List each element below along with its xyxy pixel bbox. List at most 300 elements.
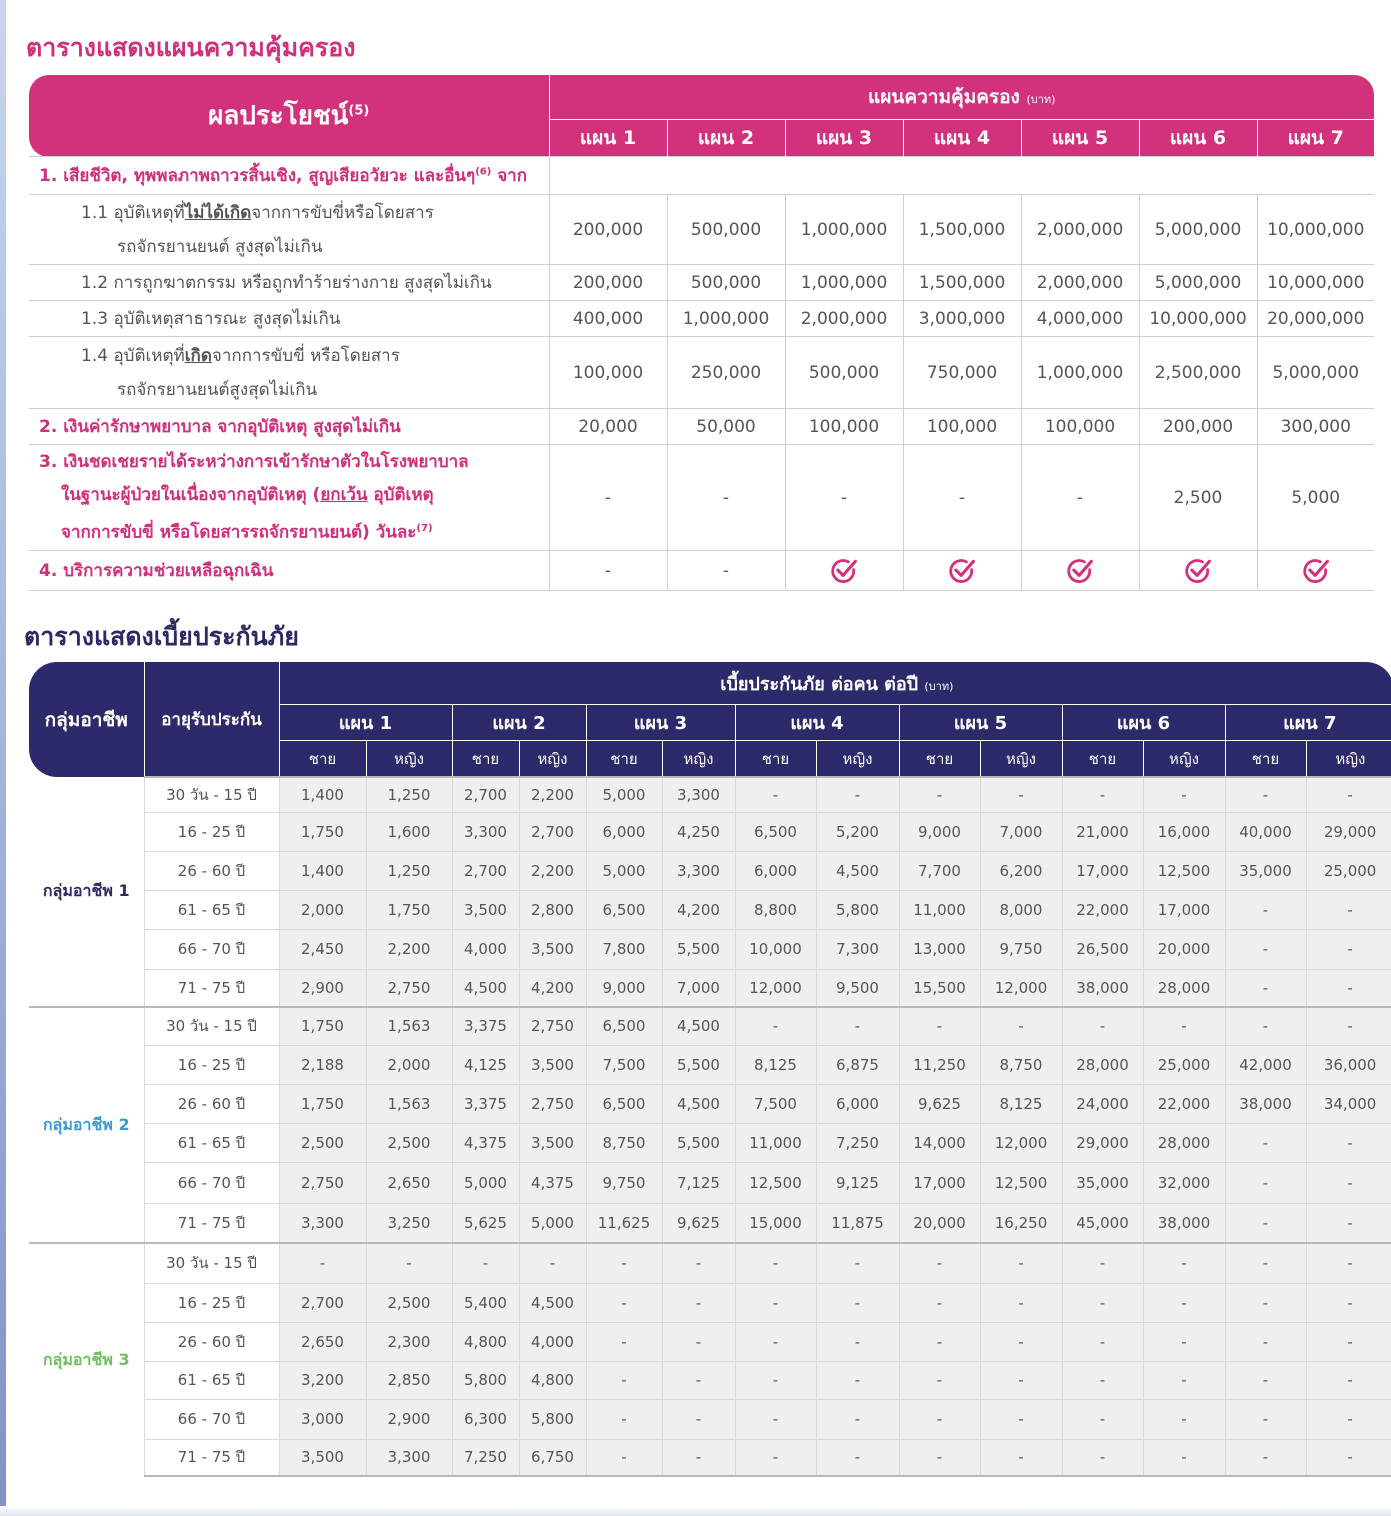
row-2-label: 2. เงินค่ารักษาพยาบาล จากอุบัติเหตุ สูงสุดไม่เกิน [29,409,549,445]
check-circle-icon [1184,557,1212,585]
premium-value-cell: - [980,1322,1062,1361]
premium-value-cell: - [1225,777,1306,812]
premium-value-cell: 11,000 [899,890,980,929]
premium-value-cell: - [1062,1322,1143,1361]
premium-value-cell: 2,750 [519,1007,586,1045]
premium-value-cell: - [980,1399,1062,1439]
coverage-value-cell: - [1021,445,1139,551]
premium-value-cell: 38,000 [1062,969,1143,1007]
premium-value-cell: 4,000 [519,1322,586,1361]
coverage-value-cell: - [785,445,903,551]
premium-value-cell: - [1062,1439,1143,1476]
coverage-value-cell: 20,000,000 [1257,301,1374,337]
premium-value-cell: 1,750 [279,1084,366,1123]
premium-value-cell: 29,000 [1306,812,1391,851]
premium-value-cell: 2,700 [452,851,519,890]
coverage-plan-header: แผน 5 [1021,120,1139,157]
premium-value-cell: 2,650 [279,1322,366,1361]
occupation-group-label [29,777,144,1007]
premium-value-cell: - [1143,1399,1225,1439]
coverage-value-cell: 2,000,000 [1021,195,1139,265]
premium-value-cell: 3,500 [452,890,519,929]
premium-value-cell: 4,200 [662,890,735,929]
premium-value-cell: - [1225,929,1306,969]
age-range-cell: 71 - 75 ปี [144,1203,279,1243]
coverage-value-cell: 5,000,000 [1139,265,1257,301]
premium-value-cell: 4,500 [519,1283,586,1322]
row-1-1-emph: ไม่ได้เกิด [184,202,252,223]
check-circle-icon [830,557,858,585]
table-row [29,929,1391,969]
row-3-line3-sup: (7) [416,522,433,534]
premium-value-cell: 2,650 [366,1162,452,1203]
premium-value-cell: - [735,777,816,812]
premium-value-cell: 6,500 [735,812,816,851]
benefit-header-sup: (5) [348,103,370,119]
premium-value-cell: 7,500 [735,1084,816,1123]
coverage-value-cell: 200,000 [549,195,667,265]
premium-value-cell: 42,000 [1225,1045,1306,1084]
premium-value-cell: 10,000 [735,929,816,969]
premium-value-cell: - [1225,1399,1306,1439]
coverage-value-cell: 2,000,000 [1021,265,1139,301]
premium-value-cell: - [980,1283,1062,1322]
premium-value-cell: 8,750 [980,1045,1062,1084]
premium-value-cell: 40,000 [1225,812,1306,851]
premium-value-cell: 6,500 [586,1084,662,1123]
male-header: ชาย [586,741,662,778]
premium-value-cell: 7,700 [899,851,980,890]
section1-text: 1. เสียชีวิต, ทุพพลภาพถาวรสิ้นเชิง, สูญเสียอวัยวะ และอื่นๆ [39,166,476,186]
premium-value-cell: - [899,1243,980,1283]
premium-value-cell: - [1143,1322,1225,1361]
coverage-value-cell: - [549,445,667,551]
premium-value-cell: - [1062,1007,1143,1045]
age-header: อายุรับประกัน [144,662,279,777]
premium-value-cell: 6,500 [586,1007,662,1045]
premium-value-cell: 8,800 [735,890,816,929]
premium-value-cell: - [899,1283,980,1322]
premium-value-cell: - [586,1283,662,1322]
premium-value-cell: - [662,1283,735,1322]
premium-value-cell: - [899,777,980,812]
premium-value-cell: - [1143,1283,1225,1322]
coverage-plan-header: แผน 4 [903,120,1021,157]
premium-value-cell: 35,000 [1062,1162,1143,1203]
row-3-line2-emph: ยกเว้น [320,484,368,505]
premium-value-cell: 2,500 [279,1123,366,1162]
premium-value-cell: 34,000 [1306,1084,1391,1123]
premium-value-cell: 8,750 [586,1123,662,1162]
premium-value-cell: 1,250 [366,851,452,890]
premium-value-cell: 5,000 [452,1162,519,1203]
coverage-value-cell: 1,000,000 [785,265,903,301]
plans-header-text: แผนความคุ้มครอง [868,86,1020,108]
coverage-value-cell: 5,000,000 [1257,337,1374,409]
premium-value-cell: 5,800 [452,1361,519,1399]
premium-value-cell: - [1306,1007,1391,1045]
coverage-value-cell [1139,551,1257,591]
premium-value-cell: 6,300 [452,1399,519,1439]
premium-value-cell: - [980,777,1062,812]
premium-value-cell: - [279,1243,366,1283]
row-3-line2-rest: อุบัติเหตุ [367,484,434,505]
section1-label [29,157,549,195]
table-row [29,1045,1391,1084]
age-range-cell: 61 - 65 ปี [144,1361,279,1399]
premium-value-cell: 7,800 [586,929,662,969]
premium-value-cell: - [735,1439,816,1476]
occupation-group-label [29,1007,144,1243]
premium-value-cell: 2,900 [366,1399,452,1439]
premium-value-cell: 3,500 [279,1439,366,1476]
premium-value-cell: 9,500 [816,969,899,1007]
premium-value-cell: 8,000 [980,890,1062,929]
premium-value-cell: - [899,1007,980,1045]
premium-value-cell: 28,000 [1062,1045,1143,1084]
premium-value-cell: - [1225,1361,1306,1399]
premium-value-cell: 3,300 [452,812,519,851]
premium-plan-header: แผน 3 [586,705,735,741]
premium-value-cell: 7,250 [816,1123,899,1162]
age-range-cell: 30 วัน - 15 ปี [144,1243,279,1283]
row-3-line1: 3. เงินชดเชยรายได้ระหว่างการเข้ารักษาตัวในโรงพยาบาล [39,451,469,472]
row-3-line3 [39,512,549,550]
row-3-line2 [39,479,549,512]
table-row [29,890,1391,929]
coverage-value-cell: 500,000 [667,195,785,265]
premium-value-cell: 11,250 [899,1045,980,1084]
premium-value-cell: - [735,1361,816,1399]
premium-value-cell: - [1225,1243,1306,1283]
premium-value-cell: 2,850 [366,1361,452,1399]
premium-value-cell: 4,800 [519,1361,586,1399]
coverage-value-cell [785,551,903,591]
premium-value-cell: 6,000 [586,812,662,851]
premium-value-cell: - [816,777,899,812]
premium-value-cell: - [1062,1399,1143,1439]
premium-value-cell: 38,000 [1225,1084,1306,1123]
premium-value-cell: 2,450 [279,929,366,969]
check-circle-icon [1066,557,1094,585]
premium-plan-header: แผน 2 [452,705,586,741]
coverage-value-cell: 2,500 [1139,445,1257,551]
coverage-value-cell: 400,000 [549,301,667,337]
premium-value-cell: - [1225,969,1306,1007]
age-range-cell: 71 - 75 ปี [144,1439,279,1476]
premium-value-cell: - [1143,1439,1225,1476]
premium-value-cell: - [816,1243,899,1283]
male-header: ชาย [735,741,816,778]
premium-value-cell: 29,000 [1062,1123,1143,1162]
premium-value-cell: 7,125 [662,1162,735,1203]
table-row [29,1243,1391,1283]
premium-value-cell: 5,000 [519,1203,586,1243]
coverage-value-cell: 500,000 [667,265,785,301]
premium-value-cell: 12,500 [1143,851,1225,890]
female-header: หญิง [519,741,586,778]
premium-title: ตารางแสดงเบี้ยประกันภัย [24,622,299,651]
coverage-plan-header: แผน 3 [785,120,903,157]
premium-value-cell: 7,250 [452,1439,519,1476]
premium-value-cell: 1,750 [279,1007,366,1045]
premium-value-cell: 20,000 [1143,929,1225,969]
premium-value-cell: - [586,1439,662,1476]
row-1-1-line2: รถจักรยานยนต์ สูงสุดไม่เกิน [117,236,323,257]
row-1-1-label [29,195,549,265]
coverage-value-cell: 3,000,000 [903,301,1021,337]
premium-value-cell: - [586,1399,662,1439]
female-header: หญิง [1143,741,1225,778]
premium-value-cell: 15,000 [735,1203,816,1243]
premium-value-cell: 3,300 [279,1203,366,1243]
premium-value-cell: - [586,1361,662,1399]
premium-value-cell: 12,000 [735,969,816,1007]
coverage-value-cell [1021,551,1139,591]
premium-value-cell: 2,200 [519,777,586,812]
premium-value-cell: 12,500 [735,1162,816,1203]
premium-value-cell: - [1225,890,1306,929]
premium-value-cell: 32,000 [1143,1162,1225,1203]
age-range-cell: 66 - 70 ปี [144,1399,279,1439]
coverage-plan-header: แผน 2 [667,120,785,157]
occupation-group-text: กลุ่มอาชีพ [42,881,113,900]
premium-value-cell: - [662,1439,735,1476]
occupation-group-number: 3 [118,1349,130,1369]
occupation-group-text: กลุ่มอาชีพ [42,1114,113,1134]
premium-value-cell: - [735,1283,816,1322]
coverage-value-cell: 2,500,000 [1139,337,1257,409]
occupation-group-number: 2 [118,1114,130,1134]
premium-value-cell: 1,750 [366,890,452,929]
table-row [29,1007,1391,1045]
premium-value-cell: 15,500 [899,969,980,1007]
premium-value-cell: - [816,1399,899,1439]
premium-value-cell: 3,250 [366,1203,452,1243]
premium-value-cell: 9,000 [586,969,662,1007]
premium-value-cell: - [1306,890,1391,929]
premium-value-cell: - [1306,1203,1391,1243]
premium-value-cell: 2,200 [519,851,586,890]
coverage-value-cell: 100,000 [785,409,903,445]
premium-value-cell: 3,200 [279,1361,366,1399]
premium-value-cell: 12,000 [980,1123,1062,1162]
female-header: หญิง [980,741,1062,778]
coverage-value-cell: 1,000,000 [1021,337,1139,409]
coverage-value-cell: 10,000,000 [1139,301,1257,337]
female-header: หญิง [662,741,735,778]
premium-value-cell: - [1225,1203,1306,1243]
premium-value-cell: 25,000 [1306,851,1391,890]
coverage-value-cell: 10,000,000 [1257,195,1374,265]
age-range-cell: 66 - 70 ปี [144,929,279,969]
table-row [29,1283,1391,1322]
row-1-1-rest: จากการขับขี่หรือโดยสาร [251,202,434,223]
coverage-value-cell: 1,000,000 [667,301,785,337]
premium-value-cell: - [1225,1283,1306,1322]
premium-value-cell: - [1306,1399,1391,1439]
premium-value-cell: 12,500 [980,1162,1062,1203]
premium-value-cell: - [1306,929,1391,969]
row-1-4-rest: จากการขับขี่ หรือโดยสาร [211,345,400,366]
premium-value-cell: 2,188 [279,1045,366,1084]
premium-value-cell: 2,500 [366,1123,452,1162]
premium-table [29,662,1391,1477]
age-range-cell: 61 - 65 ปี [144,1123,279,1162]
table-row [29,1399,1391,1439]
premium-value-cell: - [899,1322,980,1361]
age-range-cell: 30 วัน - 15 ปี [144,777,279,812]
coverage-plan-header: แผน 1 [549,120,667,157]
premium-value-cell: - [1306,1283,1391,1322]
premium-value-cell: - [662,1243,735,1283]
row-3-label [29,445,549,551]
premium-value-cell: 6,200 [980,851,1062,890]
coverage-value-cell: 1,000,000 [785,195,903,265]
premium-value-cell: 45,000 [1062,1203,1143,1243]
premium-value-cell: 1,563 [366,1007,452,1045]
section1-blank [549,157,1374,195]
premium-value-cell: - [980,1439,1062,1476]
age-range-cell: 61 - 65 ปี [144,890,279,929]
premium-value-cell: 28,000 [1143,969,1225,1007]
row-4-label: 4. บริการความช่วยเหลือฉุกเฉิน [29,551,549,591]
premium-value-cell: 4,375 [519,1162,586,1203]
premium-value-cell: 17,000 [899,1162,980,1203]
table-row [29,777,1391,812]
premium-value-cell: - [662,1399,735,1439]
coverage-value-cell [903,551,1021,591]
premium-value-cell: - [1143,1361,1225,1399]
section1-suffix: จาก [491,166,528,186]
premium-value-cell: 5,200 [816,812,899,851]
row-1-3-label: 1.3 อุบัติเหตุสาธารณะ สูงสุดไม่เกิน [29,301,549,337]
table-row [29,1439,1391,1476]
premium-value-cell: - [980,1007,1062,1045]
premium-value-cell: 7,000 [980,812,1062,851]
premium-value-cell: - [735,1399,816,1439]
premium-value-cell: 4,000 [452,929,519,969]
table-row [29,969,1391,1007]
premium-value-cell: - [1062,1283,1143,1322]
premium-value-cell: - [1306,1162,1391,1203]
coverage-value-cell: 1,500,000 [903,195,1021,265]
male-header: ชาย [279,741,366,778]
premium-value-cell: 36,000 [1306,1045,1391,1084]
premium-value-cell: 3,000 [279,1399,366,1439]
female-header: หญิง [816,741,899,778]
age-range-cell: 16 - 25 ปี [144,1045,279,1084]
premium-value-cell: - [1225,1322,1306,1361]
coverage-value-cell: - [667,551,785,591]
premium-value-cell: 4,500 [816,851,899,890]
premium-value-cell: 4,200 [519,969,586,1007]
coverage-value-cell: 1,500,000 [903,265,1021,301]
row-3-line3-text: จากการขับขี่ หรือโดยสารรถจักรยานยนต์) วันละ [61,522,417,543]
plans-header [549,75,1374,120]
premium-value-cell: 7,300 [816,929,899,969]
coverage-value-cell: 2,000,000 [785,301,903,337]
premium-plan-header: แผน 5 [899,705,1062,741]
premium-value-cell: - [735,1243,816,1283]
age-range-cell: 26 - 60 ปี [144,1322,279,1361]
premium-value-cell: - [1306,1243,1391,1283]
coverage-value-cell: 50,000 [667,409,785,445]
table-row [29,1123,1391,1162]
female-header: หญิง [1306,741,1391,778]
premium-value-cell: 5,500 [662,1045,735,1084]
premium-value-cell: 1,400 [279,777,366,812]
premium-value-cell: 3,300 [366,1439,452,1476]
benefit-header-text: ผลประโยชน์ [208,101,349,131]
premium-value-cell: 5,800 [519,1399,586,1439]
page-edge [0,0,6,1516]
premium-value-cell: - [735,1322,816,1361]
premium-value-cell: 2,700 [279,1283,366,1322]
age-range-cell: 26 - 60 ปี [144,851,279,890]
coverage-value-cell: 250,000 [667,337,785,409]
premium-value-cell: 2,000 [279,890,366,929]
premium-value-cell: 5,000 [586,851,662,890]
age-range-cell: 30 วัน - 15 ปี [144,1007,279,1045]
premium-value-cell: 38,000 [1143,1203,1225,1243]
premium-value-cell: 2,500 [366,1283,452,1322]
premium-value-cell: 2,750 [279,1162,366,1203]
premium-value-cell: - [452,1243,519,1283]
premium-value-cell: 11,625 [586,1203,662,1243]
premium-value-cell: - [1225,1162,1306,1203]
occupation-group-label [29,1243,144,1476]
coverage-value-cell: - [549,551,667,591]
premium-value-cell: - [1306,969,1391,1007]
premium-value-cell: - [816,1361,899,1399]
premium-value-cell: 2,800 [519,890,586,929]
premium-value-cell: 3,300 [662,851,735,890]
premium-value-cell: 5,500 [662,1123,735,1162]
premium-value-cell: 1,400 [279,851,366,890]
age-range-cell: 16 - 25 ปี [144,812,279,851]
premium-value-cell: 28,000 [1143,1123,1225,1162]
coverage-value-cell: 200,000 [1139,409,1257,445]
premium-value-cell: 11,000 [735,1123,816,1162]
premium-value-cell: 13,000 [899,929,980,969]
benefit-header [29,75,549,157]
premium-value-cell: 3,375 [452,1007,519,1045]
premium-value-cell: - [586,1322,662,1361]
male-header: ชาย [1225,741,1306,778]
premium-value-cell: 22,000 [1143,1084,1225,1123]
premium-value-cell: 7,000 [662,969,735,1007]
premium-value-cell: 9,125 [816,1162,899,1203]
premium-value-cell: 2,000 [366,1045,452,1084]
premium-value-cell: - [1062,1361,1143,1399]
male-header: ชาย [899,741,980,778]
premium-value-cell: 2,200 [366,929,452,969]
premium-value-cell: 17,000 [1143,890,1225,929]
premium-value-cell: - [980,1361,1062,1399]
table-row [29,851,1391,890]
premium-value-cell: 6,875 [816,1045,899,1084]
premium-plan-header: แผน 7 [1225,705,1391,741]
premium-value-cell: 1,563 [366,1084,452,1123]
premium-value-cell: 2,300 [366,1322,452,1361]
table-row [29,1203,1391,1243]
coverage-value-cell: 10,000,000 [1257,265,1374,301]
premium-value-cell: - [899,1399,980,1439]
coverage-value-cell: 5,000,000 [1139,195,1257,265]
premium-value-cell: - [899,1361,980,1399]
premium-value-cell: 4,500 [662,1084,735,1123]
